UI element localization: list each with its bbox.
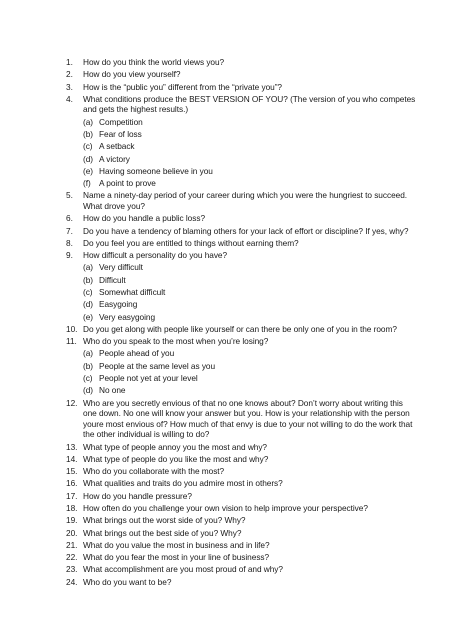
question-text: Who are you secretly envious of that no one knows about? Don’t worry about writing this one down. No one will know your answer but you. How is your relationship with the person youre most envious of? How much of that envy is due to your not willing to do the work that the other individual is willing to do? <box>83 397 413 440</box>
question-text: How do you handle pressure? <box>83 490 192 501</box>
option-letter: (d) <box>83 385 93 396</box>
question-text: Who do you speak to the most when you’re losing? <box>83 336 269 347</box>
answer-option <box>83 154 416 165</box>
question-number: 20. <box>66 527 78 538</box>
option-text: People ahead of you <box>99 348 175 359</box>
question-item <box>66 398 416 440</box>
question-number: 12. <box>66 397 78 408</box>
question-number: 1. <box>66 57 73 67</box>
question-number: 9. <box>66 250 73 261</box>
question-number: 15. <box>66 466 78 477</box>
question-text: How do you handle a public loss? <box>83 213 206 224</box>
option-text: Somewhat difficult <box>99 286 166 297</box>
question-number: 10. <box>66 323 78 334</box>
option-text: Very difficult <box>99 262 143 273</box>
question-item <box>66 226 416 237</box>
question-item <box>66 82 416 93</box>
option-letter: (c) <box>83 286 93 297</box>
question-number: 16. <box>66 478 78 489</box>
answer-option <box>83 348 416 359</box>
question-number: 2. <box>66 69 73 80</box>
question-text: What conditions produce the BEST VERSION OF YOU? (The version of you who competes and gets the highest results.) <box>83 93 416 115</box>
question-number: 8. <box>66 237 73 248</box>
answer-option <box>83 361 416 372</box>
question-item <box>66 491 416 502</box>
question-number: 5. <box>66 190 73 201</box>
option-letter: (d) <box>83 299 93 310</box>
question-item <box>66 577 416 588</box>
question-text: How do you view yourself? <box>83 69 181 80</box>
option-letter: (b) <box>83 129 93 139</box>
question-item <box>66 540 416 551</box>
question-item <box>66 466 416 477</box>
question-item <box>66 69 416 80</box>
option-letter: (a) <box>83 116 93 127</box>
answer-options <box>83 117 416 189</box>
question-number: 21. <box>66 539 78 550</box>
question-text: Who do you want to be? <box>83 576 172 587</box>
option-letter: (e) <box>83 311 93 322</box>
question-text: What brings out the best side of you? Why? <box>83 527 242 538</box>
option-text: Having someone believe in you <box>99 165 213 176</box>
question-number: 24. <box>66 576 78 587</box>
answer-option <box>83 299 416 310</box>
question-item <box>66 503 416 514</box>
option-letter: (b) <box>83 274 93 285</box>
option-letter: (e) <box>83 165 93 176</box>
question-number: 14. <box>66 453 78 464</box>
answer-option <box>83 385 416 396</box>
option-letter: (c) <box>83 141 93 152</box>
question-text: How often do you challenge your own vision to help improve your perspective? <box>83 502 368 513</box>
question-text: What do you value the most in business and in life? <box>83 539 270 550</box>
question-item <box>66 213 416 224</box>
question-item <box>66 250 416 261</box>
question-item <box>66 515 416 526</box>
question-text: What brings out the worst side of you? Why? <box>83 515 246 526</box>
question-item <box>66 478 416 489</box>
question-item <box>66 528 416 539</box>
answer-options <box>83 348 416 395</box>
answer-option <box>83 117 416 128</box>
question-text: Do you have a tendency of blaming others for your lack of effort or discipline? If yes, why? <box>83 225 409 236</box>
question-item <box>66 324 416 335</box>
question-number: 23. <box>66 564 78 575</box>
question-number: 13. <box>66 441 78 452</box>
answer-option <box>83 312 416 323</box>
question-text: What qualities and traits do you admire most in others? <box>83 478 283 489</box>
answer-options <box>83 262 416 322</box>
question-number: 22. <box>66 552 78 563</box>
option-letter: (a) <box>83 348 93 359</box>
option-text: Very easygoing <box>99 311 156 322</box>
question-number: 3. <box>66 81 73 92</box>
question-item <box>66 336 416 347</box>
option-letter: (c) <box>83 372 93 383</box>
answer-option <box>83 141 416 152</box>
question-item <box>66 442 416 453</box>
answer-option <box>83 262 416 273</box>
option-text: A setback <box>99 141 135 152</box>
question-text: Who do you collaborate with the most? <box>83 466 225 477</box>
option-letter: (d) <box>83 153 93 164</box>
option-text: A victory <box>99 153 130 164</box>
answer-option <box>83 287 416 298</box>
question-text: How do you think the world views you? <box>83 57 225 67</box>
option-text: A point to prove <box>99 178 156 189</box>
question-item <box>66 57 416 68</box>
question-text: What do you fear the most in your line of business? <box>83 552 270 563</box>
question-text: Do you get along with people like yourself or can there be only one of you in the room? <box>83 323 397 334</box>
option-text: Easygoing <box>99 299 138 310</box>
question-number: 11. <box>66 336 77 347</box>
option-text: Difficult <box>99 274 126 285</box>
option-letter: (f) <box>83 178 91 189</box>
option-text: People at the same level as you <box>99 360 216 371</box>
question-number: 17. <box>66 490 78 501</box>
option-text: People not yet at your level <box>99 372 198 383</box>
question-text: What type of people annoy you the most and why? <box>83 441 267 452</box>
question-text: What accomplishment are you most proud of and why? <box>83 564 283 575</box>
answer-option <box>83 129 416 140</box>
question-text: What type of people do you like the most and why? <box>83 453 269 464</box>
question-item <box>66 190 416 211</box>
option-text: Competition <box>99 116 143 127</box>
question-number: 6. <box>66 213 73 224</box>
question-text: How difficult a personality do you have? <box>83 250 228 261</box>
answer-option <box>83 373 416 384</box>
option-letter: (b) <box>83 360 93 371</box>
option-letter: (a) <box>83 262 93 273</box>
question-item <box>66 552 416 563</box>
answer-option <box>83 166 416 177</box>
question-item <box>66 564 416 575</box>
question-number: 19. <box>66 515 78 526</box>
question-item <box>66 94 416 115</box>
question-number: 4. <box>66 93 73 104</box>
answer-option <box>83 275 416 286</box>
question-list <box>66 57 416 589</box>
question-number: 18. <box>66 502 78 513</box>
question-text: Name a ninety-day period of your career during which you were the hungriest to succeed. What drove you? <box>83 190 408 211</box>
question-text: Do you feel you are entitled to things without earning them? <box>83 237 299 248</box>
question-item <box>66 238 416 249</box>
question-item <box>66 454 416 465</box>
answer-option <box>83 178 416 189</box>
option-text: No one <box>99 385 126 396</box>
option-text: Fear of loss <box>99 129 142 139</box>
question-text: How is the “public you” different from the “private you”? <box>83 81 282 92</box>
question-number: 7. <box>66 225 73 236</box>
